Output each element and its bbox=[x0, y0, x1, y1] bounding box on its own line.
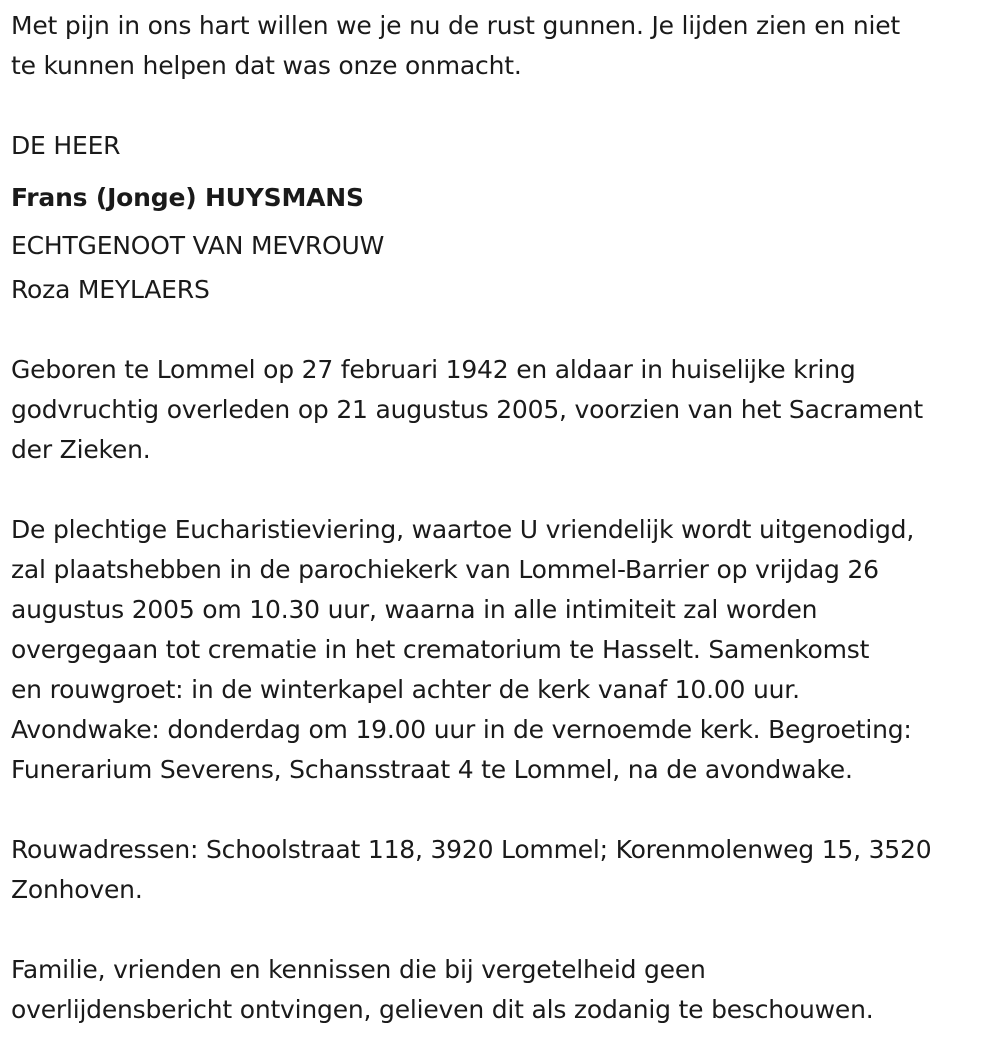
intro-paragraph bbox=[11, 6, 996, 86]
ceremony-line: en rouwgroet: in de winterkapel achter de kerk vanaf 10.00 uur. bbox=[11, 675, 800, 704]
paragraph-gap bbox=[11, 470, 996, 510]
closing-line: overlijdensbericht ontvingen, gelieven dit als zodanig te beschouwen. bbox=[11, 995, 874, 1024]
ceremony-line: overgegaan tot crematie in het crematorium te Hasselt. Samenkomst bbox=[11, 635, 870, 664]
birth-death-line: Geboren te Lommel op 27 februari 1942 en aldaar in huiselijke kring bbox=[11, 355, 856, 384]
intro-line: Met pijn in ons hart willen we je nu de rust gunnen. Je lijden zien en niet bbox=[11, 11, 901, 40]
ceremony-line: De plechtige Eucharistieviering, waartoe U vriendelijk wordt uitgenodigd, bbox=[11, 515, 915, 544]
obituary-document bbox=[11, 6, 996, 1030]
paragraph-gap bbox=[11, 910, 996, 950]
birth-death-line: godvruchtig overleden op 21 augustus 2005, voorzien van het Sacrament bbox=[11, 395, 924, 424]
paragraph-gap bbox=[11, 86, 996, 126]
ceremony-line: zal plaatshebben in de parochiekerk van Lommel-Barrier op vrijdag 26 bbox=[11, 555, 879, 584]
intro-line: te kunnen helpen dat was onze onmacht. bbox=[11, 51, 522, 80]
birth-death-line: der Zieken. bbox=[11, 435, 151, 464]
ceremony-line: augustus 2005 om 10.30 uur, waarna in alle intimiteit zal worden bbox=[11, 595, 818, 624]
addresses-line: Zonhoven. bbox=[11, 875, 143, 904]
closing-line: Familie, vrienden en kennissen die bij vergetelheid geen bbox=[11, 955, 706, 984]
paragraph-gap bbox=[11, 310, 996, 350]
addresses-line: Rouwadressen: Schoolstraat 118, 3920 Lommel; Korenmolenweg 15, 3520 bbox=[11, 835, 932, 864]
deceased-name: Frans (Jonge) HUYSMANS bbox=[11, 183, 364, 212]
ceremony-line: Avondwake: donderdag om 19.00 uur in de vernoemde kerk. Begroeting: bbox=[11, 715, 912, 744]
ceremony-line: Funerarium Severens, Schansstraat 4 te Lommel, na de avondwake. bbox=[11, 755, 853, 784]
addresses-paragraph bbox=[11, 830, 996, 910]
birth-death-paragraph bbox=[11, 350, 996, 470]
deceased-relation: ECHTGENOOT VAN MEVROUW bbox=[11, 231, 385, 260]
ceremony-paragraph bbox=[11, 510, 996, 790]
closing-paragraph bbox=[11, 950, 996, 1030]
deceased-block bbox=[11, 126, 996, 310]
spouse-name: Roza MEYLAERS bbox=[11, 275, 210, 304]
deceased-title: DE HEER bbox=[11, 131, 121, 160]
paragraph-gap bbox=[11, 790, 996, 830]
